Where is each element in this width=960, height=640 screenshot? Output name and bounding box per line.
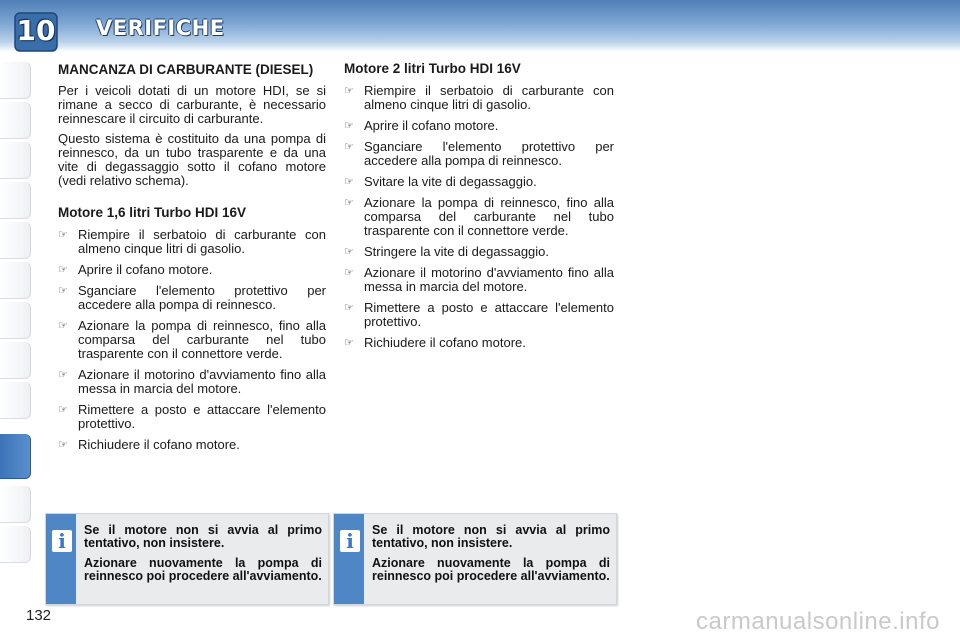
list-item: ☞ Azionare il motorino d'avviamento fino alla messa in marcia del motore. xyxy=(344,265,614,294)
pointing-hand-icon: ☞ xyxy=(58,404,68,416)
pointing-hand-icon: ☞ xyxy=(344,267,354,279)
chapter-tab[interactable] xyxy=(0,102,31,139)
pointing-hand-icon: ☞ xyxy=(344,246,354,258)
subheading: Motore 1,6 litri Turbo HDI 16V xyxy=(58,205,247,220)
chapter-tab[interactable] xyxy=(0,222,31,259)
info-icon: i xyxy=(340,530,360,552)
pointing-hand-icon: ☞ xyxy=(58,320,68,332)
list-item: ☞ Riempire il serbatoio di carburante con almeno cinque litri di gasolio. xyxy=(344,83,614,112)
section-heading: MANCANZA DI CARBURANTE (DIESEL) xyxy=(58,62,314,77)
chapter-tab[interactable] xyxy=(0,142,31,179)
list-item: ☞ Azionare il motorino d'avviamento fino alla messa in marcia del motore. xyxy=(58,367,326,396)
info-line: Azionare nuovamente la pompa di reinnesco poi procedere all'avviamento. xyxy=(372,556,610,583)
list-item: ☞ Sganciare l'elemento protettivo per accedere alla pompa di reinnesco. xyxy=(344,139,614,168)
pointing-hand-icon: ☞ xyxy=(58,264,68,276)
right-column xyxy=(344,62,614,357)
list-item: ☞ Azionare la pompa di reinnesco, fino alla comparsa del carburante nel tubo trasparente con il connettore verde. xyxy=(344,195,614,238)
info-icon: i xyxy=(52,530,72,552)
pointing-hand-icon: ☞ xyxy=(58,229,68,241)
chapter-tab[interactable] xyxy=(0,302,31,339)
info-box xyxy=(45,513,329,605)
pointing-hand-icon: ☞ xyxy=(58,369,68,381)
chapter-tab[interactable] xyxy=(0,342,31,379)
pointing-hand-icon: ☞ xyxy=(344,176,354,188)
chapter-tab[interactable] xyxy=(0,182,31,219)
list-item: ☞ Aprire il cofano motore. xyxy=(58,262,213,277)
list-item: ☞ Riempire il serbatoio di carburante con almeno cinque litri di gasolio. xyxy=(58,227,326,256)
page-number: 132 xyxy=(26,607,52,624)
info-line: Se il motore non si avvia al primo tentativo, non insistere. xyxy=(84,523,322,550)
subheading: Motore 2 litri Turbo HDI 16V xyxy=(344,61,521,76)
info-bar xyxy=(46,514,76,604)
step-list xyxy=(58,228,326,452)
list-item: ☞ Rimettere a posto e attaccare l'elemento protettivo. xyxy=(344,300,614,329)
info-line: Se il motore non si avvia al primo tentativo, non insistere. xyxy=(372,523,610,550)
list-item: ☞ Richiudere il cofano motore. xyxy=(58,437,240,452)
chapter-tab-active[interactable] xyxy=(0,434,31,479)
chapter-tab[interactable] xyxy=(0,526,31,563)
paragraph: Per i veicoli dotati di un motore HDI, se si rimane a secco di carburante, è necessario reinnescare il circuito di carburante. xyxy=(58,83,326,126)
info-box xyxy=(333,513,617,605)
pointing-hand-icon: ☞ xyxy=(344,197,354,209)
step-list xyxy=(344,84,614,350)
pointing-hand-icon: ☞ xyxy=(58,285,68,297)
list-item: ☞ Svitare la vite di degassaggio. xyxy=(344,174,537,189)
info-bar xyxy=(334,514,364,604)
info-text xyxy=(372,524,610,590)
list-item: ☞ Azionare la pompa di reinnesco, fino alla comparsa del carburante nel tubo trasparente con il connettore verde. xyxy=(58,318,326,361)
list-item: ☞ Stringere la vite di degassaggio. xyxy=(344,244,550,259)
list-item: ☞ Rimettere a posto e attaccare l'elemento protettivo. xyxy=(58,402,326,431)
left-column xyxy=(58,62,326,459)
paragraph: Questo sistema è costituito da una pompa di reinnesco, da un tubo trasparente e da una vite di degassaggio sotto il cofano motore (vedi relativo schema). xyxy=(58,131,326,188)
chapter-tab[interactable] xyxy=(0,486,31,523)
pointing-hand-icon: ☞ xyxy=(344,141,354,153)
pointing-hand-icon: ☞ xyxy=(344,120,354,132)
chapter-tab[interactable] xyxy=(0,62,31,99)
chapter-tabs xyxy=(0,62,30,582)
pointing-hand-icon: ☞ xyxy=(344,302,354,314)
pointing-hand-icon: ☞ xyxy=(344,337,354,349)
chapter-tab[interactable] xyxy=(0,382,31,419)
list-item: ☞ Richiudere il cofano motore. xyxy=(344,335,526,350)
chapter-tab[interactable] xyxy=(0,262,31,299)
page-title: VERIFICHE xyxy=(96,16,225,40)
pointing-hand-icon: ☞ xyxy=(344,85,354,97)
info-text xyxy=(84,524,322,590)
list-item: ☞ Aprire il cofano motore. xyxy=(344,118,499,133)
watermark: carmanualsonline.info xyxy=(696,608,940,635)
pointing-hand-icon: ☞ xyxy=(58,439,68,451)
chapter-number: 10 xyxy=(16,14,56,47)
info-line: Azionare nuovamente la pompa di reinnesco poi procedere all'avviamento. xyxy=(84,556,322,583)
list-item: ☞ Sganciare l'elemento protettivo per accedere alla pompa di reinnesco. xyxy=(58,283,326,312)
